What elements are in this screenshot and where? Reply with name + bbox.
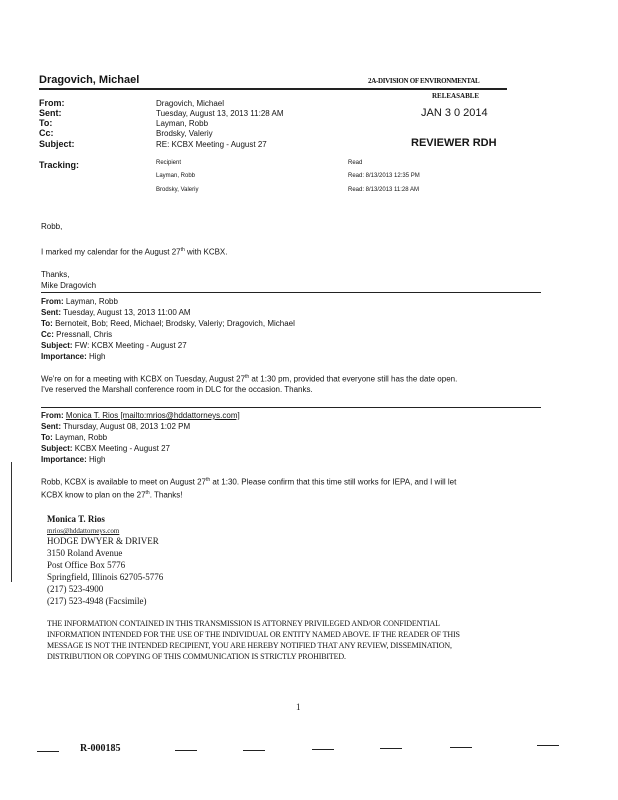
- orig-body-line: KCBX know to plan on the 27th. Thanks!: [41, 490, 183, 500]
- tracking-row-read: Read: 8/13/2013 11:28 AM: [348, 187, 419, 193]
- tracking-row-recipient: Brodsky, Valeriy: [156, 187, 199, 193]
- bates-number: R-000185: [80, 743, 121, 754]
- mailbox-owner: Dragovich, Michael: [39, 74, 140, 86]
- tracking-row-read: Read: 8/13/2013 12:35 PM: [348, 173, 420, 179]
- fwd-body-line: I've reserved the Marshall conference room in DLC for the occasion. Thanks.: [41, 385, 313, 394]
- sig-email[interactable]: mrios@hddattorneys.com: [47, 527, 120, 535]
- footer-dash: [175, 750, 197, 751]
- fwd-cc: Cc: Pressnall, Chris: [41, 330, 113, 339]
- tracking-row-recipient: Layman, Robb: [156, 173, 196, 179]
- fwd-body-line: We're on for a meeting with KCBX on Tuesday, August 27th at 1:30 pm, provided that everyone still has the date open.: [41, 374, 458, 384]
- thanks-line: Thanks,: [41, 270, 70, 279]
- reviewer-stamp: REVIEWER RDH: [411, 137, 497, 149]
- orig-importance: Importance: High: [41, 455, 106, 464]
- orig-to: To: Layman, Robb: [41, 433, 108, 442]
- footer-dash: [312, 749, 334, 750]
- greeting: Robb,: [41, 222, 63, 231]
- sent-value: Tuesday, August 13, 2013 11:28 AM: [156, 109, 284, 118]
- fwd-sent: Sent: Tuesday, August 13, 2013 11:00 AM: [41, 308, 191, 317]
- foia-stamp: 2A-DIVISION OF ENVIRONMENTAL: [368, 77, 480, 85]
- subject-value: RE: KCBX Meeting - August 27: [156, 140, 267, 149]
- margin-line: [11, 462, 12, 582]
- to-value: Layman, Robb: [156, 119, 209, 128]
- disclaimer-line: INFORMATION INTENDED FOR THE USE OF THE INDIVIDUAL OR ENTITY NAMED ABOVE. IF THE READER OF THIS: [47, 630, 460, 639]
- footer-dash: [37, 751, 59, 752]
- subject-label: Subject:: [39, 139, 75, 149]
- orig-body-line: Robb, KCBX is available to meet on August 27th at 1:30. Please confirm that this time still works for IEPA, and I will let: [41, 477, 457, 487]
- footer-dash: [450, 747, 472, 748]
- signature-line: Mike Dragovich: [41, 281, 97, 290]
- fwd-from: From: Layman, Robb: [41, 297, 118, 306]
- orig-from: From: Monica T. Rios [mailto:mrios@hddattorneys.com]: [41, 411, 240, 420]
- fwd-importance: Importance: High: [41, 352, 106, 361]
- separator: [41, 407, 541, 408]
- footer-dash: [380, 748, 402, 749]
- fwd-subject: Subject: FW: KCBX Meeting - August 27: [41, 341, 187, 350]
- from-value: Dragovich, Michael: [156, 99, 225, 108]
- body-line: I marked my calendar for the August 27th with KCBX.: [41, 247, 228, 257]
- date-stamp: JAN 3 0 2014: [421, 107, 488, 119]
- disclaimer-line: THE INFORMATION CONTAINED IN THIS TRANSMISSION IS ATTORNEY PRIVILEGED AND/OR CONFIDENTIAL: [47, 619, 440, 628]
- tracking-read-header: Read: [348, 160, 363, 166]
- cc-label: Cc:: [39, 128, 54, 138]
- to-label: To:: [39, 118, 53, 128]
- sig-address: Springfield, Illinois 62705-5776: [47, 572, 164, 582]
- footer-dash: [537, 745, 559, 746]
- sig-phone: (217) 523-4900: [47, 584, 104, 594]
- sent-label: Sent:: [39, 108, 62, 118]
- page-mark: 1: [296, 702, 301, 712]
- sig-fax: (217) 523-4948 (Facsimile): [47, 596, 147, 606]
- fwd-to: To: Bernoteit, Bob; Reed, Michael; Brodsky, Valeriy; Dragovich, Michael: [41, 319, 295, 328]
- releasable-stamp: RELEASABLE: [432, 92, 480, 100]
- sig-address: Post Office Box 5776: [47, 560, 126, 570]
- orig-subject: Subject: KCBX Meeting - August 27: [41, 444, 170, 453]
- sig-name: Monica T. Rios: [47, 514, 105, 524]
- footer-dash: [243, 750, 265, 751]
- cc-value: Brodsky, Valeriy: [156, 129, 213, 138]
- disclaimer-line: MESSAGE IS NOT THE INTENDED RECIPIENT, YOU ARE HEREBY NOTIFIED THAT ANY REVIEW, DISSEMINATION,: [47, 641, 452, 650]
- sig-firm: HODGE DWYER & DRIVER: [47, 536, 159, 546]
- disclaimer-line: DISTRIBUTION OR COPYING OF THIS COMMUNICATION IS STRICTLY PROHIBITED.: [47, 652, 346, 661]
- header-rule: [39, 88, 507, 90]
- sig-address: 3150 Roland Avenue: [47, 548, 123, 558]
- orig-sent: Sent: Thursday, August 08, 2013 1:02 PM: [41, 422, 191, 431]
- separator: [41, 292, 541, 293]
- tracking-label: Tracking:: [39, 160, 80, 170]
- from-label: From:: [39, 98, 65, 108]
- tracking-recipient-header: Recipient: [156, 160, 182, 166]
